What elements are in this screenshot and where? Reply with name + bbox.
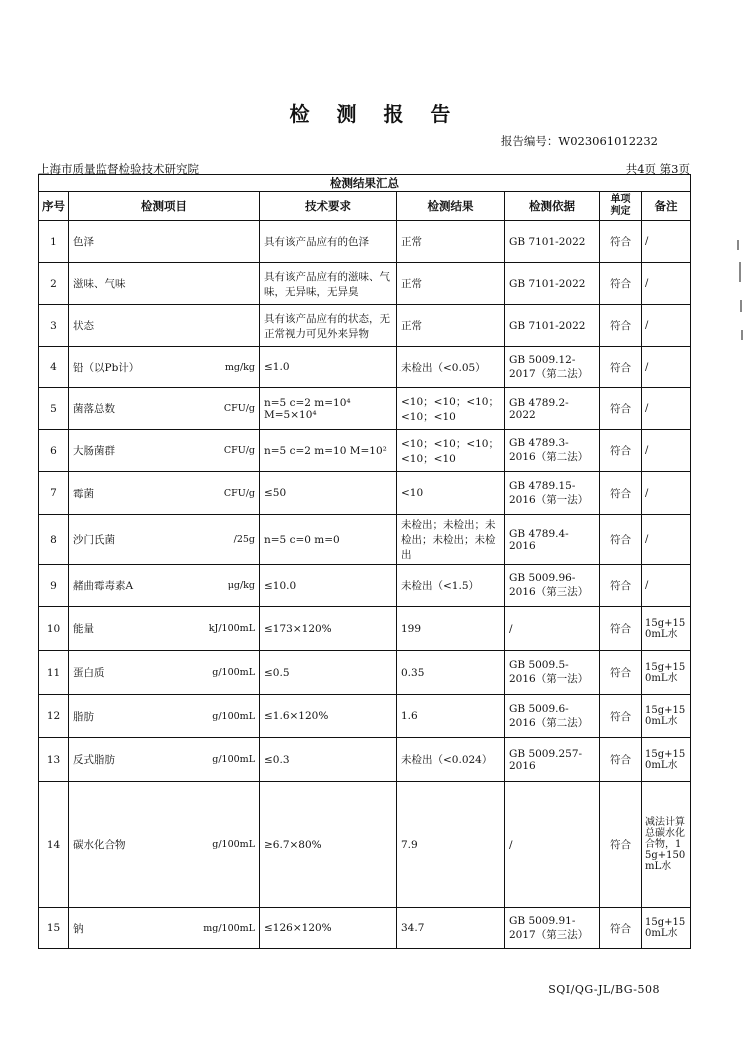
item-name: 滋味、气味 [73,278,126,290]
item-unit: mg/kg [224,361,255,373]
table-row [39,221,691,263]
cell-basis: GB 5009.5-2016（第一法） [505,651,600,695]
results-table [38,174,691,949]
form-code: SQI/QG-JL/BG-508 [548,983,660,996]
cell-note: / [642,515,691,565]
cell-requirement: 具有该产品应有的滋味、气味，无异味，无异臭 [260,263,397,305]
cell-seq: 7 [39,472,69,515]
cell-item [69,651,260,695]
item-name: 钠 [73,922,84,935]
item-unit: g/100mL [212,754,255,765]
cell-judgement: 符合 [600,651,642,695]
item-name: 菌落总数 [73,403,115,415]
table-row [39,738,691,782]
cell-item [69,607,260,651]
cell-result: 未检出（<0.05） [397,347,505,388]
cell-item [69,221,260,263]
cell-judgement: 符合 [600,305,642,347]
cell-basis: GB 5009.6-2016（第二法） [505,695,600,738]
cell-result: 1.6 [397,695,505,738]
item-name: 碳水化合物 [73,839,126,851]
cell-basis: GB 7101-2022 [505,263,600,305]
cell-judgement: 符合 [600,515,642,565]
item-unit: g/100mL [212,710,255,722]
cell-basis: / [505,782,600,908]
table-row [39,472,691,515]
cell-requirement: n=5 c=2 m=10 M=10² [260,430,397,472]
cell-note: 15g+150mL水 [642,695,691,738]
cell-result: 199 [397,607,505,651]
cell-requirement: ≤0.3 [260,738,397,782]
table-row [39,388,691,430]
cell-result: <10 [397,472,505,515]
header-judgement: 单项 判定 [600,192,642,221]
cell-item [69,347,260,388]
cell-item [69,908,260,949]
cell-requirement: ≤1.0 [260,347,397,388]
cell-item [69,472,260,515]
cell-requirement: n=5 c=2 m=10⁴ M=5×10⁴ [260,388,397,430]
cell-item [69,305,260,347]
item-name: 大肠菌群 [73,445,115,457]
table-row [39,607,691,651]
cell-requirement: n=5 c=0 m=0 [260,515,397,565]
cell-judgement: 符合 [600,908,642,949]
cell-seq: 15 [39,908,69,949]
item-name: 沙门氏菌 [73,534,115,546]
report-title: 检 测 报 告 [289,102,461,126]
cell-seq: 5 [39,388,69,430]
cell-requirement: 具有该产品应有的状态，无正常视力可见外来异物 [260,305,397,347]
cell-note: / [642,472,691,515]
cell-note: 15g+150mL水 [642,738,691,782]
item-name: 能量 [73,623,94,635]
cell-basis: / [505,607,600,651]
cell-basis: GB 5009.91-2017（第三法） [505,908,600,949]
header-note: 备注 [642,192,691,221]
table-row [39,565,691,607]
report-number: 报告编号：W023061012232 [500,134,658,148]
item-unit: CFU/g [223,403,255,414]
cell-judgement: 符合 [600,565,642,607]
cell-judgement: 符合 [600,430,642,472]
cell-note: / [642,221,691,263]
cell-requirement: ≤126×120% [260,908,397,949]
item-name: 状态 [73,320,94,332]
cell-requirement: ≤50 [260,472,397,515]
cell-result: 34.7 [397,908,505,949]
cell-note: / [642,565,691,607]
item-unit: CFU/g [223,487,255,499]
table-row [39,651,691,695]
cell-judgement: 符合 [600,607,642,651]
cell-seq: 9 [39,565,69,607]
item-name: 脂肪 [73,710,94,723]
item-unit: kJ/100mL [208,623,255,634]
cell-basis: GB 5009.12-2017（第二法） [505,347,600,388]
scan-edge-mark [737,240,739,250]
table-row [39,782,691,908]
cell-seq: 14 [39,782,69,908]
cell-seq: 8 [39,515,69,565]
cell-result: 7.9 [397,782,505,908]
header-basis: 检测依据 [505,192,600,221]
cell-requirement: ≤173×120% [260,607,397,651]
page-indicator: 共4页 第3页 [625,162,690,176]
cell-item [69,430,260,472]
cell-requirement: ≤0.5 [260,651,397,695]
cell-judgement: 符合 [600,388,642,430]
cell-seq: 10 [39,607,69,651]
item-unit: μg/kg [227,580,255,591]
cell-seq: 6 [39,430,69,472]
cell-judgement: 符合 [600,472,642,515]
cell-result: 0.35 [397,651,505,695]
item-name: 赭曲霉毒素A [73,580,134,592]
cell-result: 未检出（<0.024） [397,738,505,782]
cell-basis: GB 7101-2022 [505,305,600,347]
item-unit: /25g [233,534,255,545]
cell-seq: 13 [39,738,69,782]
cell-result: 未检出（<1.5） [397,565,505,607]
cell-seq: 2 [39,263,69,305]
cell-note: 15g+150mL水 [642,607,691,651]
cell-result: <10；<10；<10；<10；<10 [397,430,505,472]
table-row [39,263,691,305]
cell-judgement: 符合 [600,347,642,388]
cell-item [69,695,260,738]
cell-judgement: 符合 [600,263,642,305]
cell-seq: 12 [39,695,69,738]
cell-note: / [642,263,691,305]
results-body [39,221,691,949]
cell-requirement: ≤10.0 [260,565,397,607]
table-row [39,515,691,565]
header-row [39,192,691,221]
organization-name: 上海市质量监督检验技术研究院 [38,162,199,176]
item-unit: mg/100mL [203,922,255,934]
item-unit: g/100mL [212,839,255,850]
cell-basis: GB 4789.15-2016（第一法） [505,472,600,515]
table-row [39,347,691,388]
item-name: 色泽 [73,236,94,248]
item-unit: g/100mL [212,667,255,678]
item-unit: CFU/g [223,445,255,456]
cell-note: 减法计算总碳水化合物，15g+150mL水 [642,782,691,908]
item-name: 反式脂肪 [73,754,115,766]
cell-item [69,263,260,305]
header-result: 检测结果 [397,192,505,221]
table-row [39,908,691,949]
item-name: 铅（以Pb计） [73,361,140,374]
cell-result: 未检出；未检出；未检出；未检出；未检出 [397,515,505,565]
cell-judgement: 符合 [600,221,642,263]
cell-basis: GB 7101-2022 [505,221,600,263]
header-requirement: 技术要求 [260,192,397,221]
cell-item [69,515,260,565]
cell-seq: 11 [39,651,69,695]
cell-item [69,782,260,908]
cell-judgement: 符合 [600,695,642,738]
cell-item [69,565,260,607]
results-table-wrapper [38,174,690,949]
cell-seq: 1 [39,221,69,263]
cell-seq: 3 [39,305,69,347]
cell-item [69,388,260,430]
cell-judgement: 符合 [600,782,642,908]
item-name: 霉菌 [73,487,94,500]
cell-result: 正常 [397,221,505,263]
cell-note: 15g+150mL水 [642,651,691,695]
item-name: 蛋白质 [73,667,105,679]
header-seq: 序号 [39,192,69,221]
cell-result: <10；<10；<10；<10；<10 [397,388,505,430]
cell-basis: GB 5009.96-2016（第三法） [505,565,600,607]
cell-requirement: 具有该产品应有的色泽 [260,221,397,263]
table-row [39,695,691,738]
cell-note: / [642,430,691,472]
cell-basis: GB 4789.2-2022 [505,388,600,430]
table-row [39,430,691,472]
scan-edge-mark [740,300,742,312]
header-item: 检测项目 [69,192,260,221]
cell-item [69,738,260,782]
cell-seq: 4 [39,347,69,388]
cell-basis: GB 4789.3-2016（第二法） [505,430,600,472]
cell-result: 正常 [397,263,505,305]
summary-title: 检测结果汇总 [39,175,691,192]
cell-basis: GB 4789.4-2016 [505,515,600,565]
cell-judgement: 符合 [600,738,642,782]
cell-note: / [642,388,691,430]
cell-basis: GB 5009.257-2016 [505,738,600,782]
cell-result: 正常 [397,305,505,347]
scan-edge-mark [739,262,741,282]
cell-requirement: ≤1.6×120% [260,695,397,738]
cell-note: / [642,347,691,388]
cell-requirement: ≥6.7×80% [260,782,397,908]
cell-note: / [642,305,691,347]
scan-edge-mark [741,330,743,340]
cell-note: 15g+150mL水 [642,908,691,949]
table-row [39,305,691,347]
